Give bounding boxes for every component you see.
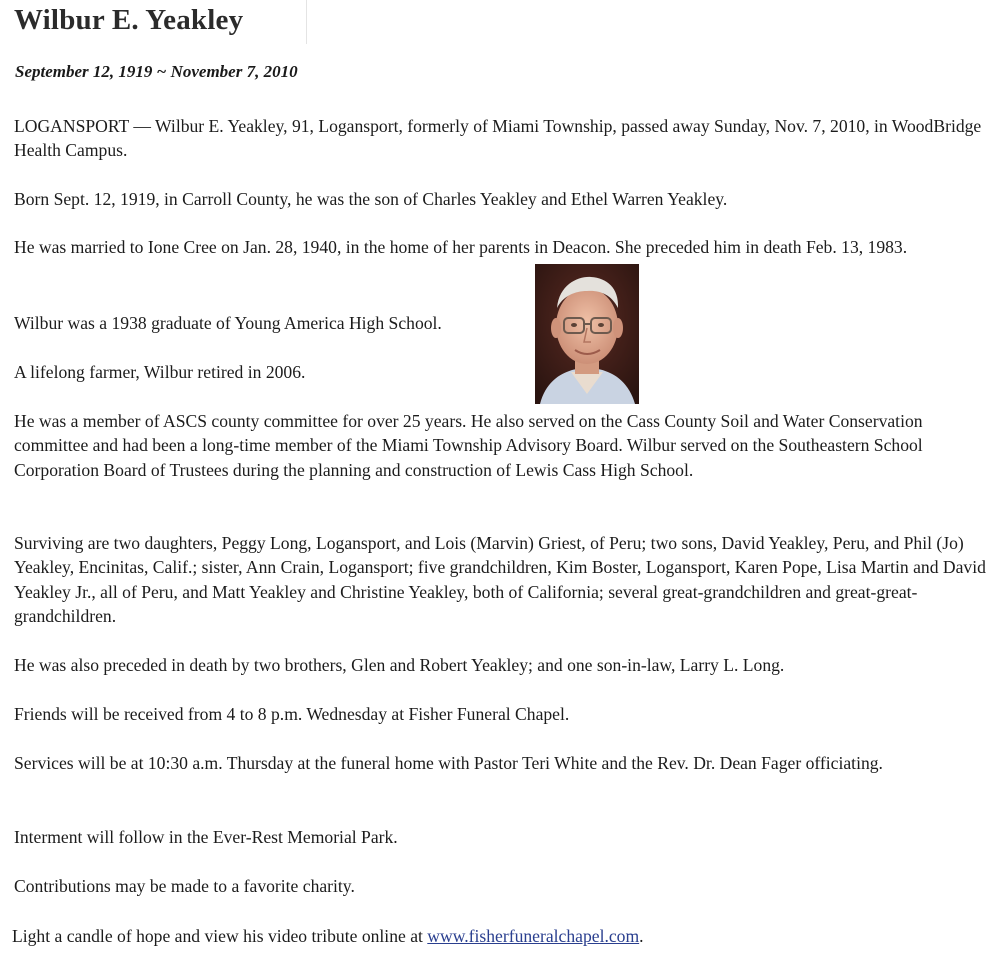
obituary-title: Wilbur E. Yeakley (14, 4, 244, 36)
life-dates: September 12, 1919 ~ November 7, 2010 (15, 62, 298, 81)
paragraph-career: A lifelong farmer, Wilbur retired in 2006. (14, 362, 306, 382)
paragraph-interment: Interment will follow in the Ever-Rest Memorial Park. (14, 827, 398, 847)
paragraph-marriage: He was married to Ione Cree on Jan. 28, 1940, in the home of her parents in Deacon. She preceded him in death Feb. 13, 1983. (14, 237, 908, 257)
paragraph-services: Services will be at 10:30 a.m. Thursday at the funeral home with Pastor Teri White and the Rev. Dr. Dean Fager officiating. (14, 753, 883, 773)
paragraph-birth: Born Sept. 12, 1919, in Carroll County, he was the son of Charles Yeakley and Ethel Warren Yeakley. (14, 189, 728, 209)
tribute-period: . (639, 926, 644, 946)
portrait-photo (535, 264, 639, 404)
paragraph-visitation: Friends will be received from 4 to 8 p.m. Wednesday at Fisher Funeral Chapel. (14, 704, 570, 724)
paragraph-survivors: Surviving are two daughters, Peggy Long, Logansport, and Lois (Marvin) Griest, of Peru; two sons, David Yeakley, Peru, and Phil (Jo) Yeakley, Encinitas, Calif.; sister, Ann Crain, Logansport; five grandchildren, Kim Boster, Logansport, Karen Pope, Lisa Martin and David Yeakley Jr., all of Peru, and Matt Yeakley and Christine Yeakley, both of California; several great-grandchildren and great-great-grandchildren. (14, 533, 986, 627)
paragraph-tribute (12, 924, 987, 948)
paragraph-contributions: Contributions may be made to a favorite charity. (14, 876, 355, 896)
portrait-image (535, 264, 639, 404)
tribute-text: Light a candle of hope and view his video tribute online at (12, 926, 428, 946)
paragraph-education: Wilbur was a 1938 graduate of Young America High School. (14, 313, 442, 333)
paragraph-service: He was a member of ASCS county committee for over 25 years. He also served on the Cass County Soil and Water Conservation committee and had been a long-time member of the Miami Township Advisory Board. Wilbur served on the Southeastern School Corporation Board of Trustees during the planning and construction of Lewis Cass High School. (14, 411, 923, 480)
paragraph-intro: LOGANSPORT — Wilbur E. Yeakley, 91, Logansport, formerly of Miami Township, passed away Sunday, Nov. 7, 2010, in WoodBridge Health Campus. (14, 116, 982, 161)
paragraph-preceded: He was also preceded in death by two brothers, Glen and Robert Yeakley; and one son-in-law, Larry L. Long. (14, 655, 785, 675)
scan-edge-line (306, 0, 307, 44)
funeral-chapel-link[interactable]: www.fisherfuneralchapel.com (427, 926, 640, 946)
